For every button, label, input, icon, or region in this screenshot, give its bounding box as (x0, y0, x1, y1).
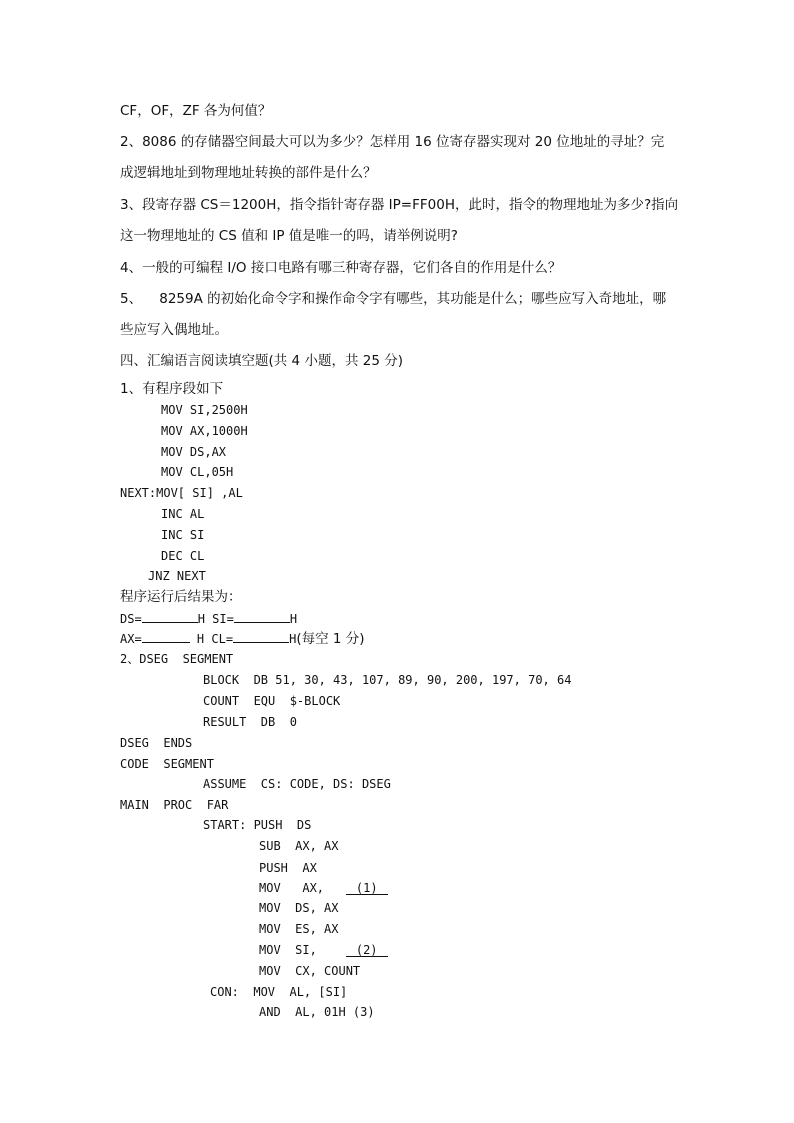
q4-line: 4、一般的可编程 I/O 接口电路有哪三种寄存器，它们各自的作用是什么？ (120, 260, 562, 276)
p2-code-line: CODE SEGMENT (120, 757, 214, 771)
ds-blank[interactable] (142, 608, 198, 623)
q5-line2: 些应写入偶地址。 (120, 322, 228, 338)
p2-code-line: CON: MOV AL, [SI] (210, 985, 348, 999)
q3-line1: 3、段寄存器 CS＝1200H，指令指针寄存器 IP=FF00H，此时，指令的物理地址为多少?指向 (120, 197, 679, 213)
q3-line2: 这一物理地址的 CS 值和 IP 值是唯一的吗，请举例说明? (120, 228, 458, 244)
p1-result-label: 程序运行后结果为： (120, 589, 242, 605)
p2-code-line: PUSH AX (259, 861, 317, 875)
p2-code-line-blank1 (259, 878, 388, 898)
p1-answer-row-1 (120, 608, 297, 629)
p2-code-line: MOV CX, COUNT (259, 964, 361, 978)
p1-code-line: MOV AX,1000H (161, 424, 248, 438)
p2-code-line: MOV ES, AX (259, 922, 339, 936)
cl-label: CL= (211, 632, 234, 646)
ds-label: DS= (120, 612, 142, 626)
cl-unit: H (289, 632, 297, 646)
p1-code-line: INC SI (161, 528, 205, 542)
si-label: SI= (212, 612, 234, 626)
ax-label: AX= (120, 632, 142, 646)
p2-code-line: SUB AX, AX (259, 839, 339, 853)
section4-heading: 四、汇编语言阅读填空题(共 4 小题，共 25 分) (120, 353, 403, 369)
p1-code-line: INC AL (161, 507, 205, 521)
p2-code-line: 2、DSEG SEGMENT (120, 652, 234, 666)
p2-code-line: RESULT DB 0 (203, 715, 297, 729)
p1-code-line: DEC CL (161, 549, 205, 563)
p2-code-line: COUNT EQU $-BLOCK (203, 694, 341, 708)
p2-code-line: AND AL, 01H (3) (259, 1005, 375, 1019)
p1-answer-row-2 (120, 628, 365, 649)
p1-title: 1、有程序段如下 (120, 381, 224, 397)
p1-code-line: JNZ NEXT (148, 569, 206, 583)
p2-code-line: MOV DS, AX (259, 901, 339, 915)
blank-1[interactable]: (1) (346, 878, 388, 895)
q2-line2: 成逻辑地址到物理地址转换的部件是什么？ (120, 165, 377, 181)
blank-2[interactable]: (2) (346, 940, 388, 957)
p2-code-line: DSEG ENDS (120, 736, 193, 750)
p2-code-text: MOV AX, (259, 881, 325, 895)
ax-blank[interactable] (142, 628, 190, 643)
si-blank[interactable] (234, 608, 290, 623)
p1-code-line: MOV SI,2500H (161, 403, 248, 417)
ax-unit: H (196, 632, 205, 646)
score-note: (每空 1 分) (296, 631, 365, 647)
p2-code-line: START: PUSH DS (203, 818, 312, 832)
cl-blank[interactable] (233, 628, 289, 643)
q2-line1: 2、8086 的存储器空间最大可以为多少？怎样用 16 位寄存器实现对 20 位地址的寻址？完 (120, 134, 665, 150)
p2-code-line: ASSUME CS: CODE, DS: DSEG (203, 777, 391, 791)
p1-code-line: MOV CL,05H (161, 465, 234, 479)
p2-code-line: MAIN PROC FAR (120, 798, 229, 812)
p1-code-line: NEXT:MOV[ SI] ,AL (120, 486, 243, 500)
p1-code-line: MOV DS,AX (161, 445, 227, 459)
p2-code-line: BLOCK DB 51, 30, 43, 107, 89, 90, 200, 197, 70, 64 (203, 673, 572, 687)
q1-tail: CF，OF，ZF 各为何值？ (120, 103, 272, 119)
p2-code-text: MOV SI, (259, 943, 317, 957)
si-unit: H (289, 612, 298, 626)
p2-code-line-blank2 (259, 940, 388, 960)
q5-line1: 5、 8259A 的初始化命令字和操作命令字有哪些，其功能是什么；哪些应写入奇地址，哪 (120, 291, 667, 307)
ds-unit: H (197, 612, 205, 626)
